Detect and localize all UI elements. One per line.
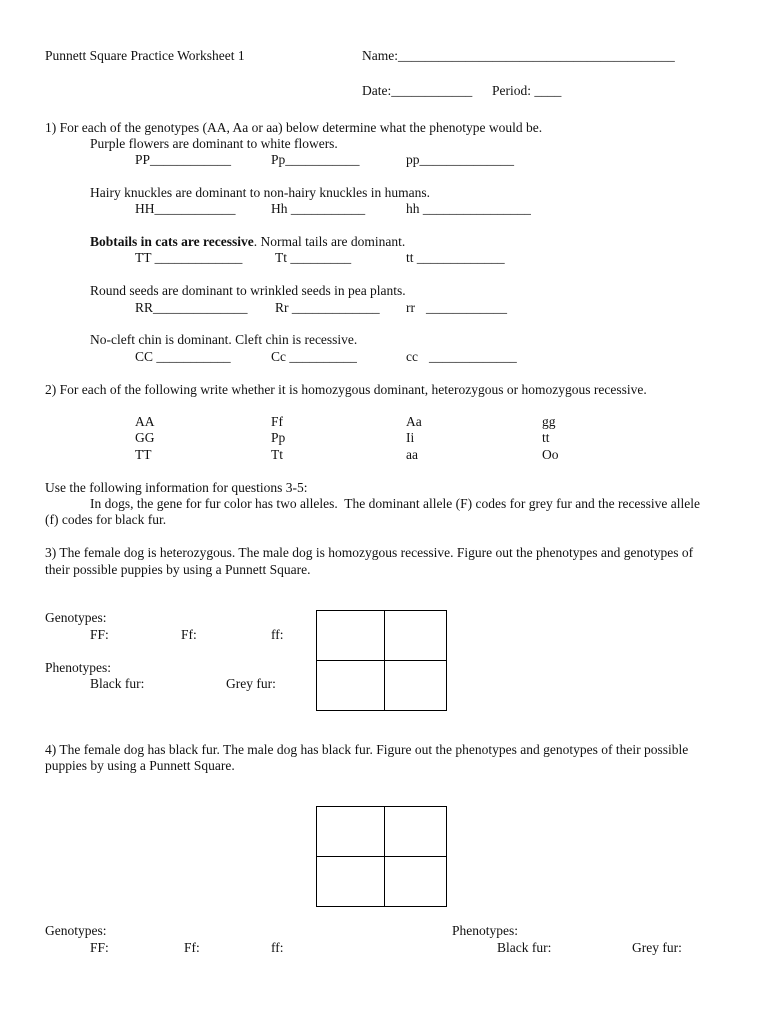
punnett-divider-horizontal bbox=[317, 660, 446, 661]
q1-s2-b: Hh ___________ bbox=[271, 201, 366, 216]
q2-genotype: AA bbox=[135, 414, 155, 429]
q3-grey-fur: Grey fur: bbox=[226, 676, 276, 691]
q2-genotype: aa bbox=[406, 447, 418, 462]
q1-s5-desc: No-cleft chin is dominant. Cleft chin is recessive. bbox=[90, 332, 358, 347]
q4-punnett-square[interactable] bbox=[316, 806, 447, 907]
worksheet-title: Punnett Square Practice Worksheet 1 bbox=[45, 48, 245, 63]
q1-s5-c-blank: _____________ bbox=[429, 349, 517, 364]
q3-ff-hetero: Ff: bbox=[181, 627, 197, 642]
q3-prompt: 3) The female dog is heterozygous. The male dog is homozygous recessive. Figure out the phenotypes and genotypes of bbox=[45, 545, 694, 560]
q1-s4-desc: Round seeds are dominant to wrinkled seeds in pea plants. bbox=[90, 283, 406, 298]
q2-genotype: Oo bbox=[542, 447, 559, 462]
q4-ff-hetero: Ff: bbox=[184, 940, 200, 955]
date-field: Date:____________ bbox=[362, 83, 473, 98]
q2-genotype: Tt bbox=[271, 447, 283, 462]
q1-s3-b: Tt _________ bbox=[275, 250, 352, 265]
q4-ff-recessive: ff: bbox=[271, 940, 284, 955]
q1-s5-b: Cc __________ bbox=[271, 349, 357, 364]
q1-s2-desc: Hairy knuckles are dominant to non-hairy knuckles in humans. bbox=[90, 185, 431, 200]
q4-prompt: 4) The female dog has black fur. The male dog has black fur. Figure out the phenotypes and genotypes of their possible bbox=[45, 742, 689, 757]
q1-s3-desc-rest: . Normal tails are dominant. bbox=[253, 234, 406, 249]
q1-s4-b: Rr _____________ bbox=[275, 300, 380, 315]
info-line: (f) codes for black fur. bbox=[45, 512, 167, 527]
name-field: Name:_________________________________________ bbox=[362, 48, 675, 63]
q2-genotype: Pp bbox=[271, 430, 286, 445]
q3-genotypes-label: Genotypes: bbox=[45, 610, 107, 625]
q2-prompt: 2) For each of the following write whether it is homozygous dominant, heterozygous or homozygous recessive. bbox=[45, 382, 647, 397]
q1-s3-c: tt _____________ bbox=[406, 250, 505, 265]
q3-black-fur: Black fur: bbox=[90, 676, 145, 691]
q4-genotypes-label: Genotypes: bbox=[45, 923, 107, 938]
q2-genotype: TT bbox=[135, 447, 152, 462]
q1-s2-c: hh ________________ bbox=[406, 201, 531, 216]
q1-s5-c: cc bbox=[406, 349, 418, 364]
q4-prompt-cont: puppies by using a Punnett Square. bbox=[45, 758, 235, 773]
q1-s2-a: HH____________ bbox=[135, 201, 236, 216]
q2-genotype: Aa bbox=[406, 414, 422, 429]
q1-s3-desc bbox=[90, 234, 405, 250]
punnett-divider-horizontal bbox=[317, 856, 446, 857]
q1-s1-desc: Purple flowers are dominant to white flowers. bbox=[90, 136, 338, 151]
period-field: Period: ____ bbox=[492, 83, 562, 98]
q3-punnett-square[interactable] bbox=[316, 610, 447, 711]
q1-s1-a: PP____________ bbox=[135, 152, 232, 167]
q1-s3-a: TT _____________ bbox=[135, 250, 243, 265]
q3-ff-dominant: FF: bbox=[90, 627, 109, 642]
q2-genotype: Ff bbox=[271, 414, 284, 429]
q3-prompt-cont: their possible puppies by using a Punnett Square. bbox=[45, 562, 311, 577]
q4-phenotypes-label: Phenotypes: bbox=[452, 923, 518, 938]
q1-s4-c: rr bbox=[406, 300, 415, 315]
q2-genotype: tt bbox=[542, 430, 550, 445]
q4-grey-fur: Grey fur: bbox=[632, 940, 682, 955]
q3-phenotypes-label: Phenotypes: bbox=[45, 660, 111, 675]
q1-s4-c-blank: ____________ bbox=[426, 300, 507, 315]
q1-s1-c: pp______________ bbox=[406, 152, 514, 167]
q1-s4-a: RR______________ bbox=[135, 300, 248, 315]
info-heading: Use the following information for questions 3-5: bbox=[45, 480, 308, 495]
info-line: In dogs, the gene for fur color has two alleles. The dominant allele (F) codes for grey fur and the recessive allele bbox=[90, 496, 701, 511]
q1-s1-b: Pp___________ bbox=[271, 152, 360, 167]
q4-ff-dominant: FF: bbox=[90, 940, 109, 955]
q1-s5-a: CC ___________ bbox=[135, 349, 231, 364]
q4-black-fur: Black fur: bbox=[497, 940, 552, 955]
q1-prompt: 1) For each of the genotypes (AA, Aa or aa) below determine what the phenotype would be. bbox=[45, 120, 543, 135]
q3-ff-recessive: ff: bbox=[271, 627, 284, 642]
q2-genotype: Ii bbox=[406, 430, 415, 445]
q2-genotype: GG bbox=[135, 430, 155, 445]
q1-s3-desc-bold: Bobtails in cats are recessive bbox=[90, 234, 254, 249]
q2-genotype: gg bbox=[542, 414, 556, 429]
